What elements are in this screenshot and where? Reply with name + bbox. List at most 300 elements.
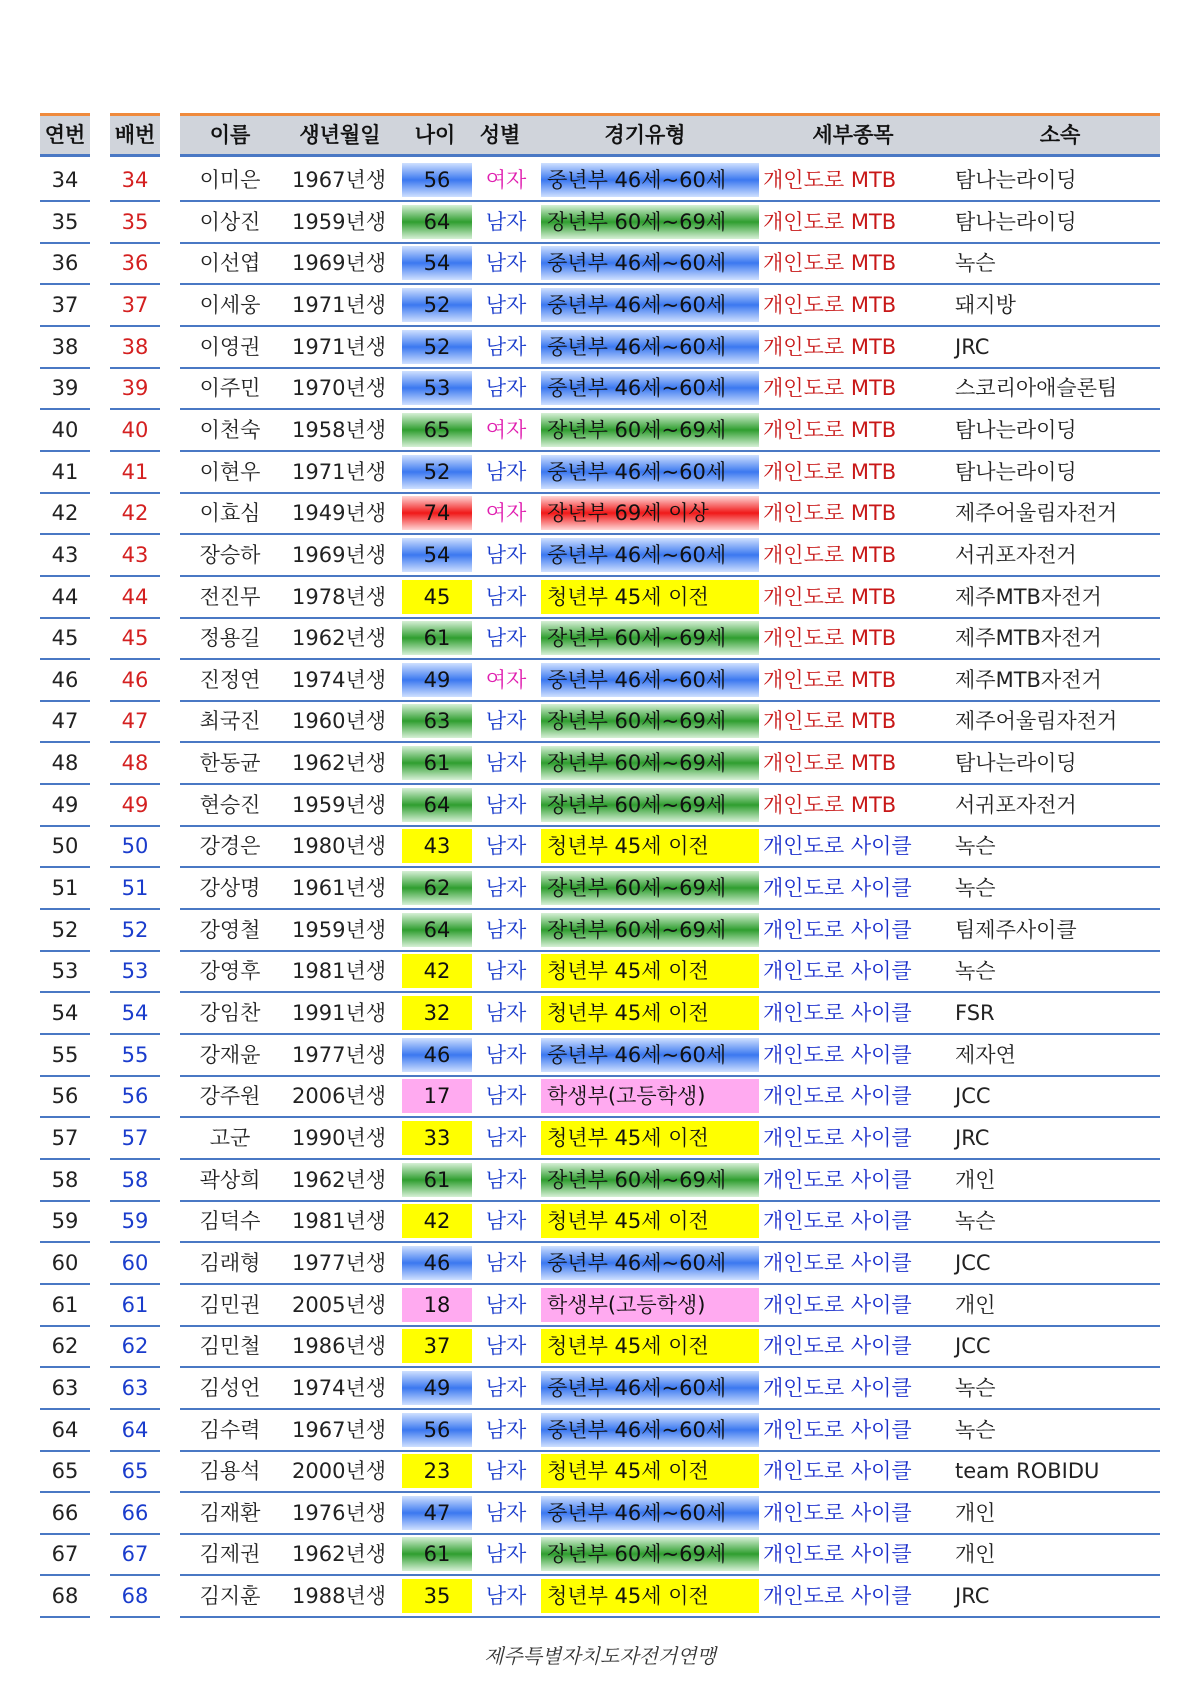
cell-birth: 1959년생 xyxy=(292,209,387,234)
cell-name: 김용석 xyxy=(199,1459,261,1484)
cell-event: 개인도로 MTB xyxy=(763,459,897,484)
table-row xyxy=(0,660,1200,702)
table-row xyxy=(0,1285,1200,1327)
cell-club: 개인 xyxy=(955,1167,996,1192)
cell-event: 개인도로 MTB xyxy=(763,584,897,609)
cell-birth: 2000년생 xyxy=(292,1459,387,1484)
cell-club: JCC xyxy=(955,1334,991,1359)
cell-event: 개인도로 사이클 xyxy=(763,1209,912,1234)
cell-name: 이선엽 xyxy=(199,251,261,276)
cell-event: 개인도로 사이클 xyxy=(763,1417,912,1442)
cell-event: 개인도로 사이클 xyxy=(763,1084,912,1109)
cell-gender: 남자 xyxy=(485,1250,527,1275)
header-main-bar xyxy=(180,113,1160,157)
table-row xyxy=(0,285,1200,327)
cell-club: 녹슨 xyxy=(955,1375,996,1400)
cell-birth: 1986년생 xyxy=(292,1334,387,1359)
cell-name: 강주원 xyxy=(199,1084,261,1109)
cell-bib: 34 xyxy=(121,168,149,192)
cell-seq: 62 xyxy=(51,1334,79,1359)
cell-seq: 44 xyxy=(51,584,79,609)
cell-seq: 58 xyxy=(51,1167,79,1192)
cell-bib: 52 xyxy=(121,917,149,942)
cell-age: 56 xyxy=(402,1413,472,1447)
table-row xyxy=(0,618,1200,660)
cell-age: 35 xyxy=(402,1579,472,1613)
cell-club: 탐나는라이딩 xyxy=(955,209,1077,234)
cell-type: 학생부(고등학생) xyxy=(541,1079,759,1113)
header-birth: 생년월일 xyxy=(299,123,381,147)
cell-gender: 남자 xyxy=(485,751,527,776)
cell-bib: 61 xyxy=(121,1292,149,1317)
cell-event: 개인도로 MTB xyxy=(763,667,897,692)
cell-age: 65 xyxy=(402,413,472,447)
cell-type: 중년부 46세~60세 xyxy=(541,246,759,280)
table-row xyxy=(0,577,1200,619)
cell-event: 개인도로 사이클 xyxy=(763,1250,912,1275)
cell-seq: 64 xyxy=(51,1417,79,1442)
cell-age: 32 xyxy=(402,996,472,1030)
table-row xyxy=(0,243,1200,285)
cell-name: 김민철 xyxy=(199,1334,261,1359)
cell-type: 학생부(고등학생) xyxy=(541,1288,759,1322)
cell-gender: 남자 xyxy=(485,917,527,942)
cell-type: 중년부 46세~60세 xyxy=(541,455,759,489)
header-event: 세부종목 xyxy=(812,123,894,147)
cell-bib: 45 xyxy=(121,626,149,651)
cell-event: 개인도로 MTB xyxy=(763,292,897,317)
cell-bib: 40 xyxy=(121,417,149,442)
cell-event: 개인도로 MTB xyxy=(763,709,897,734)
cell-gender: 남자 xyxy=(485,792,527,817)
cell-name: 강영후 xyxy=(199,959,261,984)
cell-club: JRC xyxy=(955,334,990,359)
cell-name: 김제권 xyxy=(199,1542,261,1567)
cell-gender: 남자 xyxy=(485,1417,527,1442)
cell-type: 청년부 45세 이전 xyxy=(541,1204,759,1238)
cell-age: 64 xyxy=(402,913,472,947)
cell-gender: 남자 xyxy=(485,334,527,359)
cell-age: 37 xyxy=(402,1329,472,1363)
cell-bib: 65 xyxy=(121,1459,149,1484)
cell-gender: 남자 xyxy=(485,626,527,651)
cell-club: 녹슨 xyxy=(955,834,996,859)
cell-bib: 67 xyxy=(121,1542,149,1567)
cell-seq: 66 xyxy=(51,1500,79,1525)
cell-gender: 남자 xyxy=(485,1001,527,1025)
cell-name: 장승하 xyxy=(199,542,261,567)
cell-age: 61 xyxy=(402,621,472,655)
cell-age: 61 xyxy=(402,746,472,780)
table-row xyxy=(0,910,1200,952)
cell-age: 46 xyxy=(402,1038,472,1072)
header-seq: 연번 xyxy=(44,123,86,147)
cell-name: 강임찬 xyxy=(199,1001,261,1025)
cell-seq: 61 xyxy=(51,1292,79,1317)
header-seq-bar xyxy=(40,113,90,157)
cell-name: 곽상희 xyxy=(199,1167,261,1192)
cell-event: 개인도로 사이클 xyxy=(763,1292,912,1317)
cell-club: 탐나는라이딩 xyxy=(955,459,1077,484)
table-row xyxy=(0,701,1200,743)
cell-age: 52 xyxy=(402,288,472,322)
cell-event: 개인도로 MTB xyxy=(763,792,897,817)
cell-club: 탐나는라이딩 xyxy=(955,417,1077,442)
cell-age: 52 xyxy=(402,330,472,364)
cell-birth: 1980년생 xyxy=(292,834,387,859)
cell-type: 장년부 60세~69세 xyxy=(541,746,759,780)
header-name: 이름 xyxy=(209,123,251,147)
cell-gender: 남자 xyxy=(485,1375,527,1400)
cell-age: 18 xyxy=(402,1288,472,1322)
cell-event: 개인도로 사이클 xyxy=(763,834,912,859)
cell-age: 56 xyxy=(402,163,472,197)
table-row xyxy=(0,1493,1200,1535)
cell-gender: 남자 xyxy=(485,209,527,234)
cell-birth: 1959년생 xyxy=(292,917,387,942)
table-row xyxy=(0,1118,1200,1160)
cell-type: 청년부 45세 이전 xyxy=(541,1454,759,1488)
table-row xyxy=(0,785,1200,827)
cell-seq: 45 xyxy=(51,626,79,651)
cell-seq: 67 xyxy=(51,1542,79,1567)
table-row xyxy=(0,160,1200,202)
cell-gender: 여자 xyxy=(485,417,527,442)
cell-bib: 62 xyxy=(121,1334,149,1359)
cell-age: 42 xyxy=(402,954,472,988)
cell-seq: 34 xyxy=(51,168,79,192)
header-type: 경기유형 xyxy=(604,123,686,147)
cell-name: 이주민 xyxy=(199,376,261,401)
cell-gender: 남자 xyxy=(485,1334,527,1359)
cell-age: 74 xyxy=(402,496,472,530)
footer-organization: 제주특별자치도자전거연맹 xyxy=(484,1644,716,1668)
cell-name: 전진무 xyxy=(199,584,261,609)
cell-event: 개인도로 사이클 xyxy=(763,959,912,984)
cell-type: 중년부 46세~60세 xyxy=(541,1413,759,1447)
header-age: 나이 xyxy=(414,123,456,147)
cell-event: 개인도로 사이클 xyxy=(763,1584,912,1609)
cell-gender: 남자 xyxy=(485,1125,527,1150)
cell-seq: 68 xyxy=(51,1584,79,1609)
table-row xyxy=(0,826,1200,868)
cell-event: 개인도로 MTB xyxy=(763,417,897,442)
cell-birth: 1971년생 xyxy=(292,334,387,359)
cell-seq: 56 xyxy=(51,1084,79,1109)
cell-birth: 1977년생 xyxy=(292,1250,387,1275)
cell-gender: 남자 xyxy=(485,251,527,276)
cell-name: 이영권 xyxy=(199,334,261,359)
cell-birth: 1969년생 xyxy=(292,542,387,567)
cell-seq: 36 xyxy=(51,251,79,276)
cell-bib: 60 xyxy=(121,1250,149,1275)
cell-type: 중년부 46세~60세 xyxy=(541,1038,759,1072)
cell-age: 45 xyxy=(402,580,472,614)
cell-name: 김수력 xyxy=(199,1417,261,1442)
cell-bib: 68 xyxy=(121,1584,149,1609)
cell-age: 61 xyxy=(402,1537,472,1571)
cell-seq: 50 xyxy=(51,834,79,859)
cell-club: 녹슨 xyxy=(955,876,996,901)
cell-event: 개인도로 사이클 xyxy=(763,876,912,901)
cell-birth: 1981년생 xyxy=(292,959,387,984)
cell-type: 중년부 46세~60세 xyxy=(541,1246,759,1280)
cell-seq: 53 xyxy=(51,959,79,984)
cell-name: 김민권 xyxy=(199,1292,261,1317)
cell-type: 중년부 46세~60세 xyxy=(541,371,759,405)
cell-gender: 남자 xyxy=(485,459,527,484)
cell-birth: 1991년생 xyxy=(292,1001,387,1025)
cell-club: 녹슨 xyxy=(955,959,996,984)
cell-bib: 36 xyxy=(121,251,149,276)
cell-birth: 2005년생 xyxy=(292,1292,387,1317)
table-row xyxy=(0,1410,1200,1452)
cell-event: 개인도로 사이클 xyxy=(763,1459,912,1484)
cell-type: 중년부 46세~60세 xyxy=(541,1496,759,1530)
cell-age: 62 xyxy=(402,871,472,905)
cell-club: 녹슨 xyxy=(955,1209,996,1234)
cell-gender: 남자 xyxy=(485,1084,527,1109)
table-row xyxy=(0,493,1200,535)
cell-age: 52 xyxy=(402,455,472,489)
cell-name: 이세웅 xyxy=(199,292,261,317)
table-row xyxy=(0,1160,1200,1202)
cell-age: 43 xyxy=(402,829,472,863)
cell-event: 개인도로 MTB xyxy=(763,334,897,359)
cell-club: 탐나는라이딩 xyxy=(955,751,1077,776)
cell-age: 42 xyxy=(402,1204,472,1238)
cell-type: 장년부 60세~69세 xyxy=(541,621,759,655)
cell-club: 제자연 xyxy=(955,1042,1016,1067)
cell-birth: 1977년생 xyxy=(292,1042,387,1067)
cell-bib: 42 xyxy=(121,501,149,526)
cell-birth: 1969년생 xyxy=(292,251,387,276)
cell-birth: 1962년생 xyxy=(292,1542,387,1567)
cell-seq: 47 xyxy=(51,709,79,734)
cell-bib: 46 xyxy=(121,667,149,692)
cell-club: 제주MTB자전거 xyxy=(955,626,1102,651)
cell-bib: 66 xyxy=(121,1500,149,1525)
cell-club: 개인 xyxy=(955,1292,996,1317)
cell-event: 개인도로 사이클 xyxy=(763,1375,912,1400)
cell-seq: 49 xyxy=(51,792,79,817)
table-row xyxy=(0,993,1200,1035)
cell-bib: 49 xyxy=(121,792,149,817)
cell-age: 61 xyxy=(402,1163,472,1197)
cell-type: 장년부 60세~69세 xyxy=(541,871,759,905)
cell-event: 개인도로 MTB xyxy=(763,376,897,401)
cell-bib: 63 xyxy=(121,1375,149,1400)
cell-seq: 46 xyxy=(51,667,79,692)
table-row xyxy=(0,452,1200,494)
cell-bib: 50 xyxy=(121,834,149,859)
table-row xyxy=(0,951,1200,993)
cell-seq: 35 xyxy=(51,209,79,234)
cell-type: 장년부 69세 이상 xyxy=(541,496,759,530)
cell-birth: 2006년생 xyxy=(292,1084,387,1109)
cell-bib: 51 xyxy=(121,876,149,901)
cell-gender: 남자 xyxy=(485,1584,527,1609)
cell-gender: 남자 xyxy=(485,584,527,609)
cell-name: 이효심 xyxy=(199,501,261,526)
cell-birth: 1978년생 xyxy=(292,584,387,609)
cell-club: FSR xyxy=(955,1001,995,1025)
cell-club: JCC xyxy=(955,1250,991,1275)
cell-club: team ROBIDU xyxy=(955,1459,1100,1484)
cell-event: 개인도로 사이클 xyxy=(763,1125,912,1150)
cell-gender: 남자 xyxy=(485,834,527,859)
table-row xyxy=(0,1243,1200,1285)
cell-name: 김재환 xyxy=(199,1500,261,1525)
cell-club: 팀제주사이클 xyxy=(955,917,1077,942)
cell-name: 김래형 xyxy=(199,1250,261,1275)
table-row xyxy=(0,1326,1200,1368)
cell-type: 장년부 60세~69세 xyxy=(541,913,759,947)
cell-event: 개인도로 MTB xyxy=(763,751,897,776)
cell-name: 한동균 xyxy=(199,751,261,776)
cell-name: 강상명 xyxy=(199,876,261,901)
cell-seq: 39 xyxy=(51,376,79,401)
cell-club: 탐나는라이딩 xyxy=(955,168,1077,192)
cell-birth: 1949년생 xyxy=(292,501,387,526)
cell-event: 개인도로 사이클 xyxy=(763,1042,912,1067)
cell-club: 서귀포자전거 xyxy=(955,542,1077,567)
cell-age: 64 xyxy=(402,788,472,822)
cell-age: 63 xyxy=(402,704,472,738)
cell-gender: 여자 xyxy=(485,168,527,192)
table-row xyxy=(0,1035,1200,1077)
cell-club: 서귀포자전거 xyxy=(955,792,1077,817)
cell-bib: 53 xyxy=(121,959,149,984)
cell-seq: 41 xyxy=(51,459,79,484)
cell-type: 장년부 60세~69세 xyxy=(541,788,759,822)
cell-bib: 57 xyxy=(121,1125,149,1150)
cell-bib: 39 xyxy=(121,376,149,401)
table-row xyxy=(0,1201,1200,1243)
cell-event: 개인도로 사이클 xyxy=(763,1542,912,1567)
cell-birth: 1962년생 xyxy=(292,626,387,651)
cell-age: 33 xyxy=(402,1121,472,1155)
cell-name: 김덕수 xyxy=(199,1209,261,1234)
cell-seq: 42 xyxy=(51,501,79,526)
cell-gender: 남자 xyxy=(485,959,527,984)
cell-bib: 55 xyxy=(121,1042,149,1067)
table-row xyxy=(0,868,1200,910)
cell-seq: 48 xyxy=(51,751,79,776)
cell-club: 제주어울림자전거 xyxy=(955,501,1118,526)
cell-type: 청년부 45세 이전 xyxy=(541,996,759,1030)
cell-bib: 47 xyxy=(121,709,149,734)
cell-birth: 1959년생 xyxy=(292,792,387,817)
cell-age: 23 xyxy=(402,1454,472,1488)
cell-bib: 41 xyxy=(121,459,149,484)
cell-birth: 1974년생 xyxy=(292,667,387,692)
cell-type: 중년부 46세~60세 xyxy=(541,330,759,364)
table-row xyxy=(0,1534,1200,1576)
cell-gender: 남자 xyxy=(485,1167,527,1192)
cell-seq: 54 xyxy=(51,1001,79,1025)
cell-bib: 44 xyxy=(121,584,149,609)
cell-seq: 59 xyxy=(51,1209,79,1234)
cell-club: JRC xyxy=(955,1584,990,1609)
cell-gender: 남자 xyxy=(485,876,527,901)
cell-type: 장년부 60세~69세 xyxy=(541,413,759,447)
cell-name: 이미은 xyxy=(199,168,261,192)
cell-birth: 1958년생 xyxy=(292,417,387,442)
cell-club: 제주MTB자전거 xyxy=(955,667,1102,692)
cell-birth: 1962년생 xyxy=(292,751,387,776)
cell-name: 최국진 xyxy=(199,709,261,734)
cell-age: 49 xyxy=(402,1371,472,1405)
cell-event: 개인도로 사이클 xyxy=(763,1167,912,1192)
table-row xyxy=(0,1076,1200,1118)
cell-name: 현승진 xyxy=(199,792,261,817)
cell-name: 이상진 xyxy=(199,209,261,234)
cell-age: 49 xyxy=(402,663,472,697)
cell-birth: 1976년생 xyxy=(292,1500,387,1525)
cell-type: 청년부 45세 이전 xyxy=(541,954,759,988)
cell-birth: 1981년생 xyxy=(292,1209,387,1234)
cell-bib: 59 xyxy=(121,1209,149,1234)
cell-seq: 57 xyxy=(51,1125,79,1150)
cell-club: JRC xyxy=(955,1125,990,1150)
cell-birth: 1960년생 xyxy=(292,709,387,734)
cell-type: 중년부 46세~60세 xyxy=(541,163,759,197)
cell-bib: 58 xyxy=(121,1167,149,1192)
cell-name: 고군 xyxy=(209,1125,251,1150)
table-row xyxy=(0,743,1200,785)
header-gender: 성별 xyxy=(479,123,521,147)
cell-name: 이현우 xyxy=(199,459,261,484)
cell-gender: 남자 xyxy=(485,292,527,317)
cell-name: 강경은 xyxy=(199,834,261,859)
cell-name: 진정연 xyxy=(199,667,261,692)
cell-bib: 35 xyxy=(121,209,149,234)
cell-bib: 48 xyxy=(121,751,149,776)
header-bib-bar xyxy=(110,113,160,157)
cell-gender: 남자 xyxy=(485,1292,527,1317)
header-club: 소속 xyxy=(1039,123,1081,147)
cell-seq: 37 xyxy=(51,292,79,317)
cell-name: 김성언 xyxy=(199,1375,261,1400)
cell-bib: 43 xyxy=(121,542,149,567)
cell-club: 제주어울림자전거 xyxy=(955,709,1118,734)
cell-type: 장년부 60세~69세 xyxy=(541,205,759,239)
cell-club: 개인 xyxy=(955,1500,996,1525)
cell-gender: 여자 xyxy=(485,667,527,692)
cell-age: 64 xyxy=(402,205,472,239)
table-row xyxy=(0,1576,1200,1618)
cell-club: JCC xyxy=(955,1084,991,1109)
cell-event: 개인도로 MTB xyxy=(763,626,897,651)
cell-gender: 남자 xyxy=(485,542,527,567)
cell-birth: 1971년생 xyxy=(292,459,387,484)
cell-seq: 63 xyxy=(51,1375,79,1400)
cell-type: 장년부 60세~69세 xyxy=(541,1537,759,1571)
cell-age: 54 xyxy=(402,246,472,280)
cell-seq: 65 xyxy=(51,1459,79,1484)
cell-gender: 남자 xyxy=(485,1042,527,1067)
cell-name: 이천숙 xyxy=(199,417,261,442)
cell-birth: 1961년생 xyxy=(292,876,387,901)
cell-club: 녹슨 xyxy=(955,251,996,276)
cell-type: 중년부 46세~60세 xyxy=(541,663,759,697)
cell-birth: 1971년생 xyxy=(292,292,387,317)
cell-birth: 1988년생 xyxy=(292,1584,387,1609)
table-row xyxy=(0,368,1200,410)
cell-club: 제주MTB자전거 xyxy=(955,584,1102,609)
cell-bib: 64 xyxy=(121,1417,149,1442)
